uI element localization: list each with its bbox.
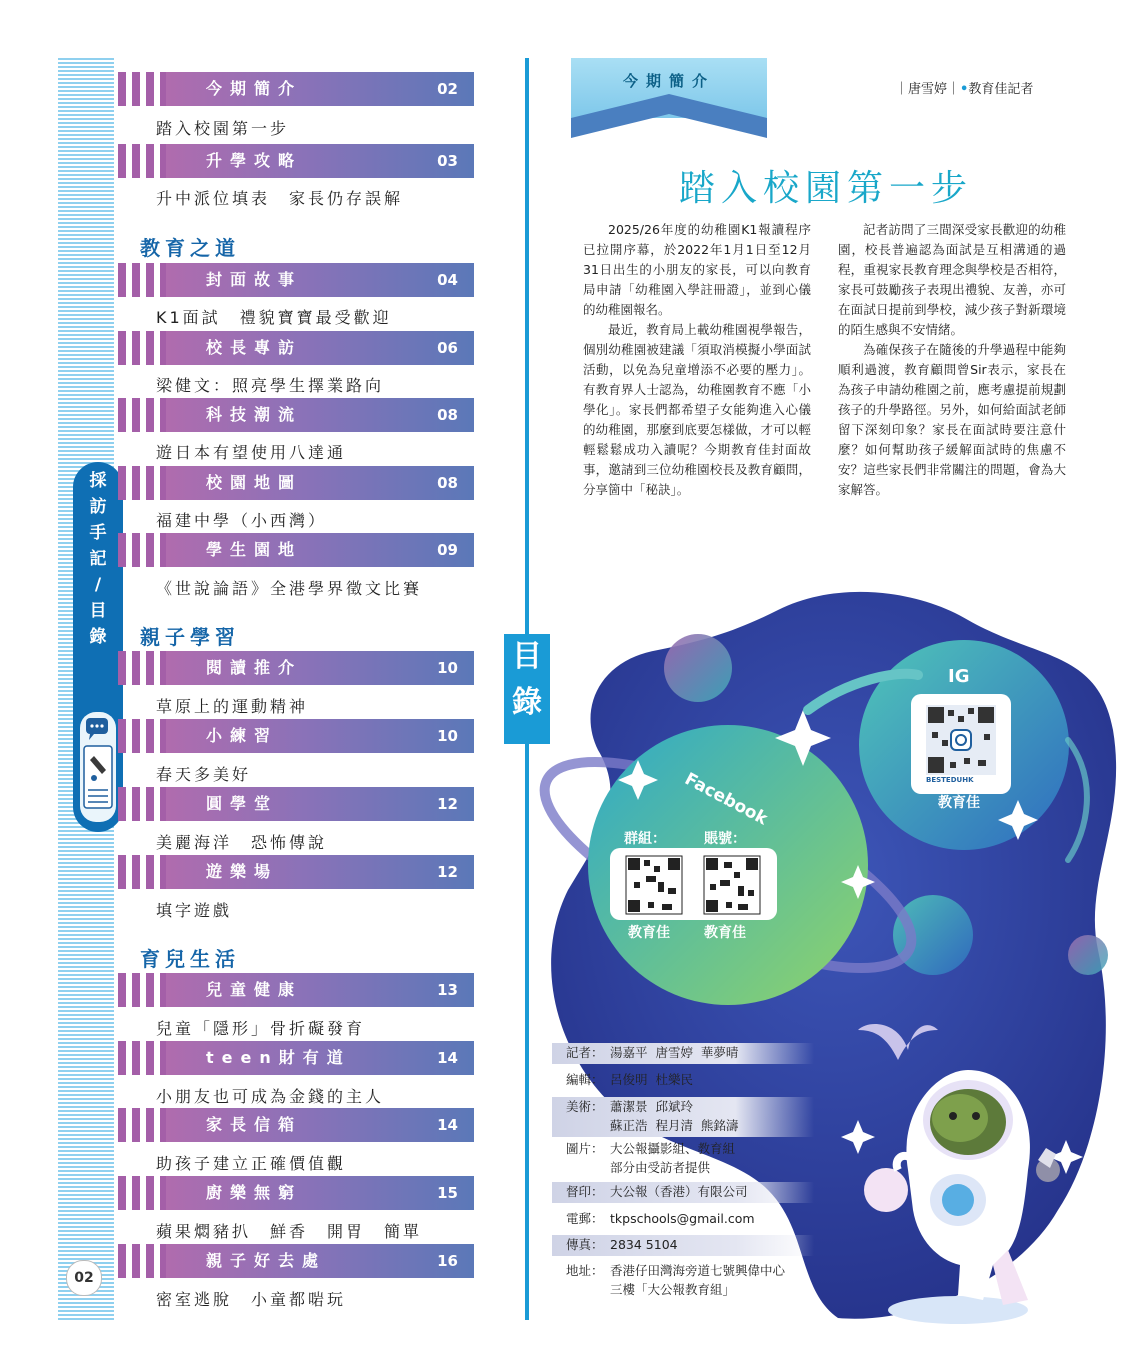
toc-description: 兒童「隱形」骨折礙發育 bbox=[156, 1019, 366, 1038]
credit-key: 督印： bbox=[566, 1184, 604, 1199]
credit-value: 香港仔田灣海旁道七號興偉中心 三樓「大公報教育組」 bbox=[610, 1263, 786, 1297]
toc-title: 兒童健康 bbox=[206, 980, 303, 999]
credit-value: 湯嘉平 唐雪婷 華夢晴 bbox=[610, 1045, 739, 1060]
section-heading: 育兒生活 bbox=[140, 947, 240, 971]
toc-description: 梁健文：照亮學生擇業路向 bbox=[156, 376, 385, 395]
section-heading: 親子學習 bbox=[140, 625, 240, 649]
credit-key: 傳真： bbox=[566, 1237, 604, 1252]
page-number: 02 bbox=[66, 1260, 102, 1296]
toc-page-number: 12 bbox=[437, 795, 458, 813]
article-paragraph: 最近，教育局上載幼稚園視學報告，個別幼稚園被建議「須取消模擬小學面試活動，以免為兒童增添不必要的壓力」。有教育界人士認為，幼稚園教育不應「小學化」。家長們都希望子女能夠進入心儀的幼稚園，那麼到底要怎樣做，才可以輕輕鬆鬆成功入讀呢？今期教育佳封面故事，邀請到三位幼稚園校長及教育顧問，分享箇中「秘訣」。 bbox=[583, 322, 811, 497]
article-paragraph: 為確保孩子在隨後的升學過程中能夠順利過渡，教育顧問曾Sir表示，家長在為孩子申請幼稚園之前，應考慮提前規劃孩子的升學路徑。另外，如何給面試老師留下深刻印象？家長在面試時要注意什麼？如何幫助孩子緩解面試時的焦慮不安？這些家長們非常關注的問題，會為大家解答。 bbox=[838, 342, 1066, 497]
toc-description: 踏入校園第一步 bbox=[156, 119, 290, 138]
toc-description: 蘋果燜豬扒 鮮香 開胃 簡單 bbox=[156, 1222, 423, 1241]
toc-page-number: 06 bbox=[437, 339, 458, 357]
toc-bar[interactable] bbox=[118, 398, 474, 432]
toc-bar[interactable] bbox=[118, 1108, 474, 1142]
article-title: 踏入校園第一步 bbox=[678, 168, 973, 209]
toc-title: 廚樂無窮 bbox=[206, 1183, 303, 1202]
credit-value: 呂俊明 杜樂民 bbox=[610, 1072, 693, 1087]
article-paragraph: 2025/26年度的幼稚園K1報讀程序已拉開序幕，於2022年1月1日至12月31日出生的小朋友的家長，可以向教育局申請「幼稚園入學註冊證」，並到心儀的幼稚園報名。 bbox=[583, 222, 811, 317]
ig-name: 教育佳 bbox=[938, 795, 980, 811]
credit-value: 大公報（香港）有限公司 bbox=[610, 1184, 748, 1199]
credit-row bbox=[552, 1261, 814, 1301]
side-tab-char: 記 bbox=[89, 549, 107, 569]
toc-page-number: 13 bbox=[437, 981, 458, 999]
toc-page-number: 14 bbox=[437, 1049, 458, 1067]
toc-title: 圓學堂 bbox=[206, 794, 279, 813]
toc-bar[interactable] bbox=[118, 719, 474, 753]
toc-description: 填字遊戲 bbox=[156, 901, 233, 920]
credit-row bbox=[552, 1043, 814, 1064]
credit-key: 美術： bbox=[566, 1099, 604, 1114]
chat-notebook-icon bbox=[80, 712, 116, 822]
toc-description: 助孩子建立正確價值觀 bbox=[156, 1154, 347, 1173]
credit-key: 地址： bbox=[566, 1263, 604, 1278]
toc-description: 密室逃脫 小童都啱玩 bbox=[156, 1290, 347, 1309]
toc-page-number: 02 bbox=[437, 80, 458, 98]
toc-description: 小朋友也可成為金錢的主人 bbox=[156, 1087, 385, 1106]
side-tab-char: 訪 bbox=[89, 497, 107, 517]
toc-page-number: 10 bbox=[437, 727, 458, 745]
fb-group-name: 教育佳 bbox=[628, 925, 670, 941]
toc-bar[interactable] bbox=[118, 331, 474, 365]
toc-bar[interactable] bbox=[118, 651, 474, 685]
side-tab-char: 目 bbox=[89, 601, 107, 621]
toc-bar[interactable] bbox=[118, 533, 474, 567]
side-tab-char: 採 bbox=[89, 471, 107, 491]
toc-description: 遊日本有望使用八達通 bbox=[156, 443, 347, 462]
credit-key: 編輯： bbox=[566, 1072, 604, 1087]
toc-bar[interactable] bbox=[118, 72, 474, 106]
toc-title: 校長專訪 bbox=[206, 338, 303, 357]
toc-bar[interactable] bbox=[118, 1041, 474, 1075]
side-tab-char: / bbox=[94, 575, 102, 595]
toc-bar[interactable] bbox=[118, 855, 474, 889]
contents-label-char: 目 bbox=[512, 639, 542, 674]
toc-bar[interactable] bbox=[118, 1176, 474, 1210]
credit-row bbox=[552, 1209, 814, 1230]
credit-value: 2834 5104 bbox=[610, 1237, 678, 1252]
ig-handle: BESTEDUHK bbox=[926, 776, 974, 784]
toc-title: 今期簡介 bbox=[206, 79, 303, 98]
account-label: 賬號： bbox=[704, 831, 746, 847]
toc-page-number: 08 bbox=[437, 474, 458, 492]
toc-description: 福建中學（小西灣） bbox=[156, 511, 328, 530]
credit-row bbox=[552, 1139, 814, 1179]
toc-page-number: 14 bbox=[437, 1116, 458, 1134]
credit-value: 蕭潔景 邱斌玲 蘇正浩 程月清 熊銘濤 bbox=[610, 1099, 739, 1133]
side-tab-char: 錄 bbox=[89, 627, 107, 647]
byline-name: 唐雪婷 bbox=[908, 82, 948, 97]
byline-role: 教育佳記者 bbox=[968, 82, 1034, 97]
toc-title: 閱讀推介 bbox=[206, 658, 303, 677]
toc-description: 《世說論語》全港學界徵文比賽 bbox=[156, 579, 423, 598]
toc-description: 升中派位填表 家長仍存誤解 bbox=[156, 189, 404, 208]
section-heading: 教育之道 bbox=[140, 236, 240, 260]
toc-title: 校園地圖 bbox=[206, 473, 303, 492]
toc-title: 親子好去處 bbox=[206, 1251, 327, 1270]
toc-bar[interactable] bbox=[118, 466, 474, 500]
credit-value: 大公報攝影組、教育組 部分由受訪者提供 bbox=[610, 1141, 736, 1175]
ig-label: IG bbox=[948, 666, 970, 687]
article-column-2 bbox=[838, 220, 1066, 500]
toc-description: K1面試 禮貌寶寶最受歡迎 bbox=[156, 308, 392, 327]
credit-key: 電郵： bbox=[566, 1211, 604, 1226]
credit-row bbox=[552, 1235, 814, 1256]
toc-description: 草原上的運動精神 bbox=[156, 697, 309, 716]
fb-account-name: 教育佳 bbox=[704, 925, 746, 941]
group-label: 群組： bbox=[624, 831, 666, 847]
side-tab-char: 手 bbox=[89, 523, 107, 543]
toc-title: 升學攻略 bbox=[206, 151, 303, 170]
credit-row bbox=[552, 1097, 814, 1137]
credit-key: 圖片： bbox=[566, 1141, 604, 1156]
toc-title: 科技潮流 bbox=[206, 405, 303, 424]
toc-page-number: 12 bbox=[437, 863, 458, 881]
toc-bar[interactable] bbox=[118, 144, 474, 178]
toc-title: 封面故事 bbox=[206, 270, 303, 289]
toc-bar[interactable] bbox=[118, 263, 474, 297]
toc-page-number: 03 bbox=[437, 152, 458, 170]
toc-page-number: 15 bbox=[437, 1184, 458, 1202]
toc-page-number: 04 bbox=[437, 271, 458, 289]
article-paragraph: 記者訪問了三間深受家長歡迎的幼稚園，校長普遍認為面試是互相溝通的過程，重視家長教育理念與學校是否相符，家長可鼓勵孩子表現出禮貌、友善，亦可在面試日提前到學校，減少孩子對新環境的陌生感與不安情緒。 bbox=[838, 222, 1066, 337]
toc-title: 小練習 bbox=[206, 726, 279, 745]
credit-value: tkpschools@gmail.com bbox=[610, 1211, 755, 1226]
article-column-1 bbox=[583, 220, 811, 500]
toc-page-number: 08 bbox=[437, 406, 458, 424]
toc-title: 學生園地 bbox=[206, 540, 303, 559]
toc-description: 春天多美好 bbox=[156, 765, 252, 784]
toc-title: 遊樂場 bbox=[206, 862, 279, 881]
toc-page-number: 09 bbox=[437, 541, 458, 559]
contents-label-char: 錄 bbox=[512, 685, 542, 720]
toc-bar[interactable] bbox=[118, 787, 474, 821]
credit-key: 記者： bbox=[566, 1045, 604, 1060]
byline: ｜唐雪婷｜•教育佳記者 bbox=[895, 82, 1034, 97]
toc-page-number: 10 bbox=[437, 659, 458, 677]
side-tab-label bbox=[78, 468, 118, 704]
toc-page-number: 16 bbox=[437, 1252, 458, 1270]
toc-bar[interactable] bbox=[118, 1244, 474, 1278]
credit-row bbox=[552, 1070, 814, 1091]
toc-title: teen財有道 bbox=[206, 1048, 351, 1067]
toc-title: 家長信箱 bbox=[206, 1115, 303, 1134]
credit-row bbox=[552, 1182, 814, 1203]
facebook-label: Facebook bbox=[681, 769, 771, 830]
toc-description: 美麗海洋 恐怖傳說 bbox=[156, 833, 328, 852]
intro-tab-label: 今期簡介 bbox=[622, 72, 715, 90]
toc-bar[interactable] bbox=[118, 973, 474, 1007]
